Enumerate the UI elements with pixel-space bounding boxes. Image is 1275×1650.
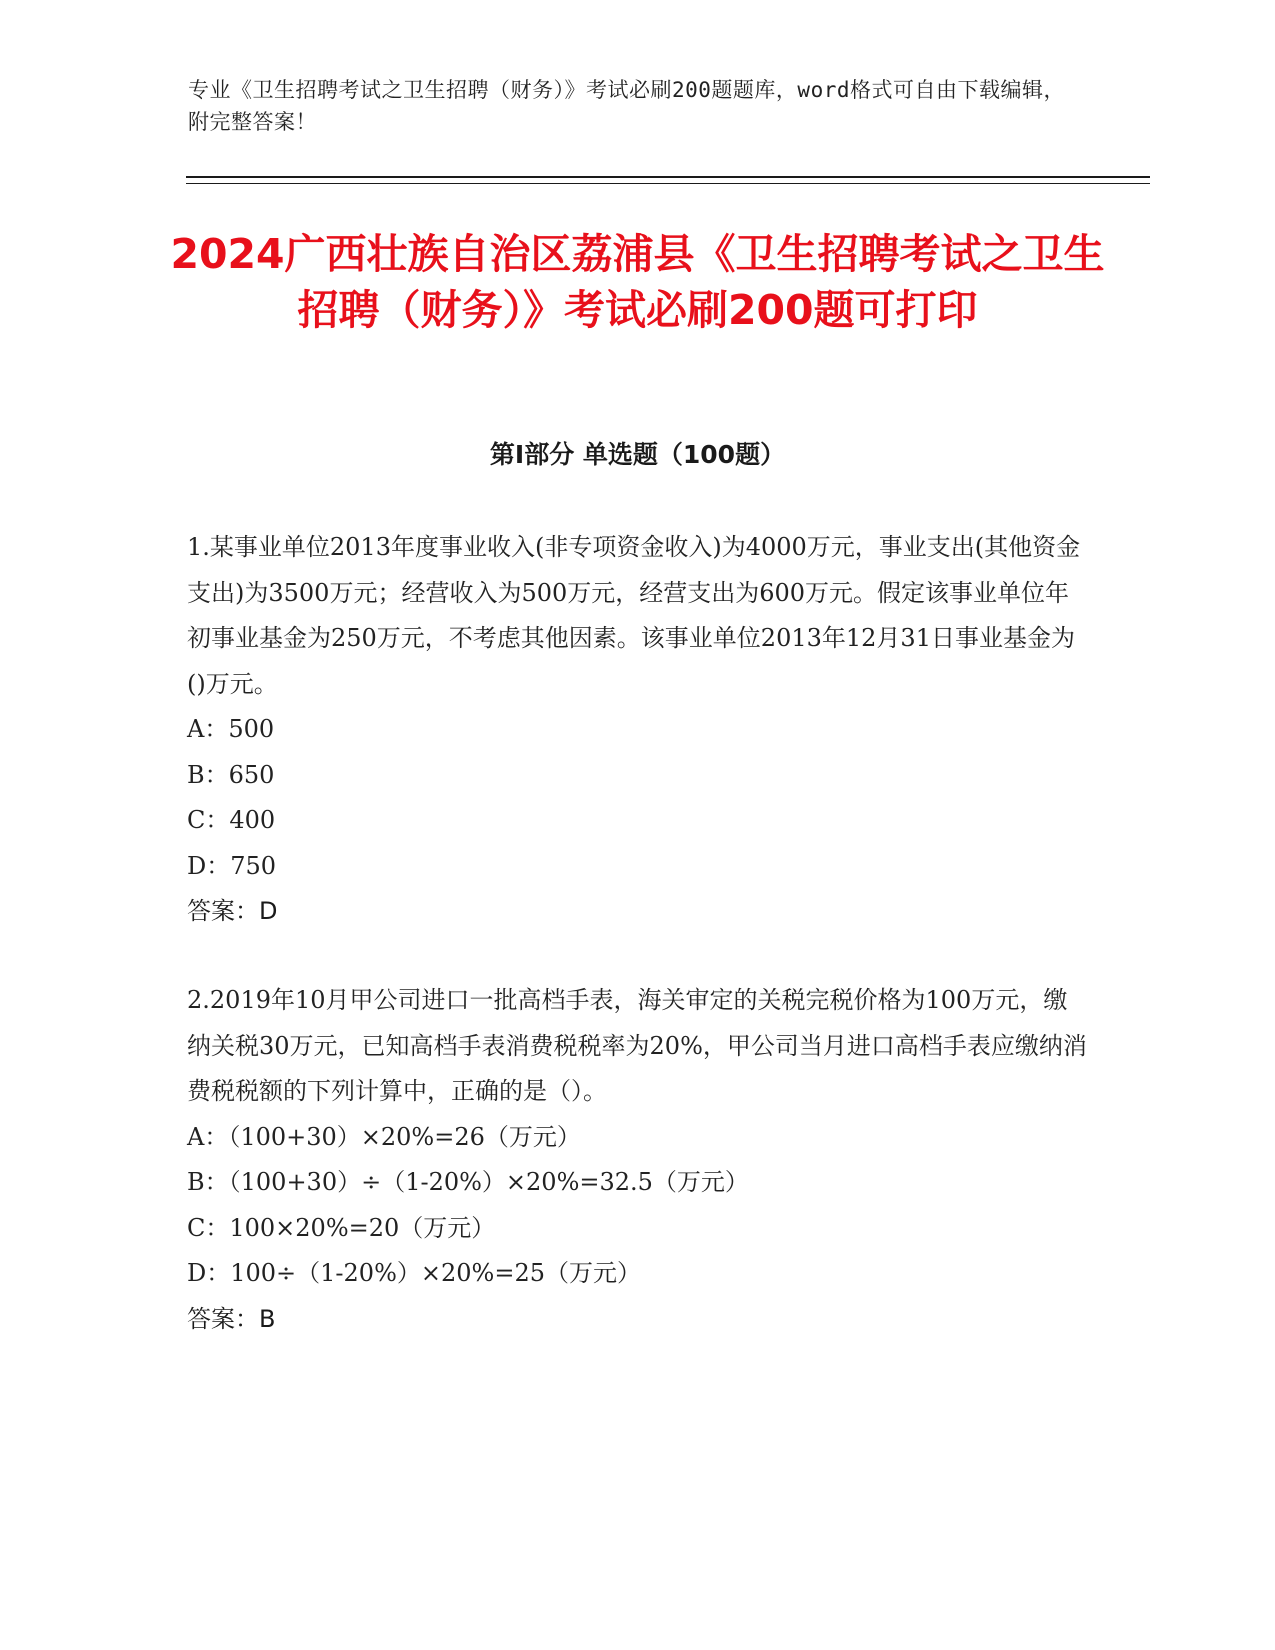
option-c: C：100×20%=20（万元） — [187, 1213, 496, 1242]
question-stem: 1.某事业单位2013年度事业收入(非专项资金收入)为4000万元，事业支出(其他资金支出)为3500万元；经营收入为500万元，经营支出为600万元。假定该事业单位年初事业基金为250万元，不考虑其他因素。该事业单位2013年12月31日事业基金为()万元。 — [187, 533, 1081, 698]
answer-line: 答案：B — [187, 1304, 276, 1333]
answer-line: 答案：D — [187, 897, 278, 925]
option-d: D：750 — [187, 851, 277, 880]
question-2 — [187, 978, 1087, 1342]
option-a: A：（100+30）×20%=26（万元） — [187, 1122, 581, 1151]
header-divider-thin — [186, 183, 1150, 184]
question-1 — [187, 525, 1087, 935]
option-b: B：（100+30）÷（1-20%）×20%=32.5（万元） — [187, 1168, 749, 1196]
option-b: B：650 — [187, 760, 275, 789]
option-a: A：500 — [187, 715, 275, 743]
option-d: D：100÷（1-20%）×20%=25（万元） — [187, 1259, 641, 1287]
option-c: C：400 — [187, 806, 276, 834]
section-heading: 第Ⅰ部分 单选题（100题） — [489, 440, 786, 469]
document-title: 2024广西壮族自治区荔浦县《卫生招聘考试之卫生招聘（财务）》考试必刷200题可打印 — [170, 230, 1105, 334]
question-stem: 2.2019年10月甲公司进口一批高档手表，海关审定的关税完税价格为100万元，缴纳关税30万元，已知高档手表消费税税率为20%，甲公司当月进口高档手表应缴纳消费税税额的下列计算中，正确的是（）。 — [187, 986, 1087, 1105]
intro-text: 专业《卫生招聘考试之卫生招聘（财务）》考试必刷200题题库，word格式可自由下载编辑，附完整答案！ — [188, 78, 1065, 134]
header-divider-thick — [186, 176, 1150, 178]
